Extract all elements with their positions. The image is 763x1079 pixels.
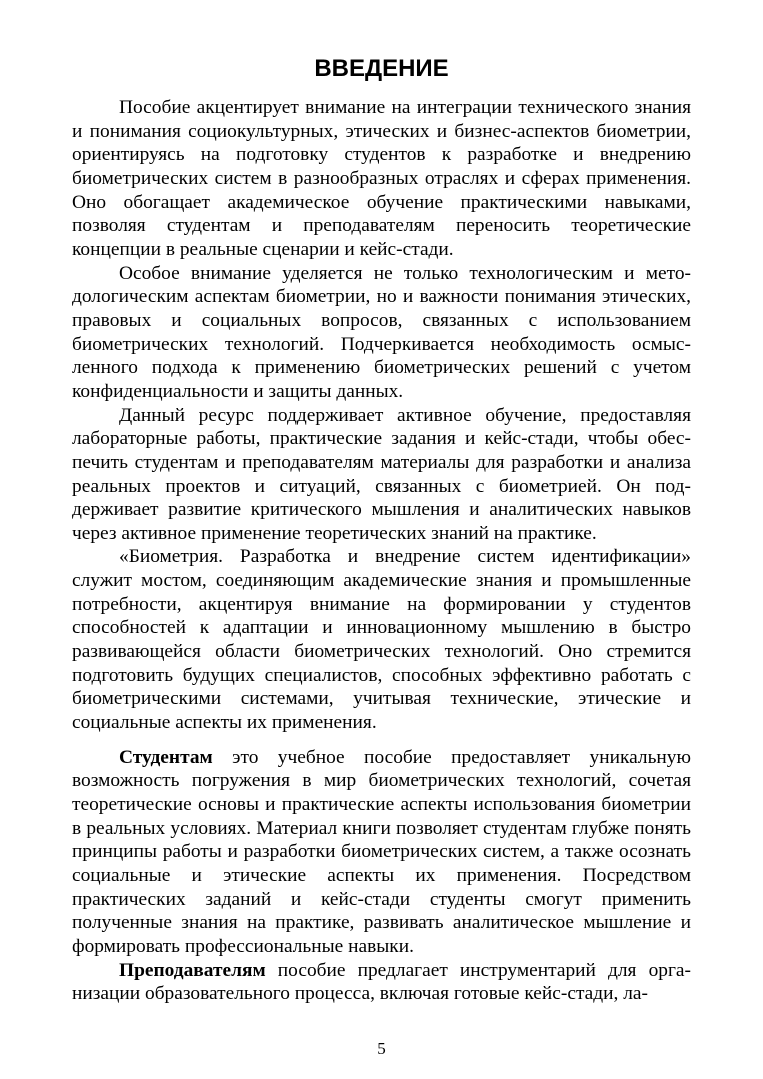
- page-title: ВВЕДЕНИЕ: [314, 55, 449, 82]
- paragraph-attention: Особое внимание уделяется не только технологическим и методологическим аспектам биометрии, но и важности понимания этических, правовых и социальных вопросов, связанных с использованием биометрических технологий. Подчеркивается необходимость осмысленного подхода к применению биометрических решений с учетом конфиденциальности и защиты данных.: [72, 262, 691, 402]
- paragraph-resource: Данный ресурс поддерживает активное обучение, предоставляя лабораторные работы, практические задания и кейс-стади, чтобы обеспечить студентам и преподавателям материалы для разработки и анализа реальных проектов и ситуаций, связанных с биометрией. Он поддерживает развитие критического мышления и аналитических навыков через активное применение теоретических знаний на практике.: [72, 404, 691, 544]
- students-text: это учебное пособие предоставляет уникальную возможность погружения в мир биометрических технологий, сочетая теоретические основы и практические аспекты использования биометрии в реальных условиях. Материал книги позволяет студентам глубже понять принципы работы и разработки биометрических систем, а также осознать социальные и этические аспекты их применения. Посредством практических заданий и кейс-стади студенты смогут применить полученные знания на практике, развивать аналитическое мышление и формировать профессиональные навыки.: [72, 746, 691, 957]
- body-text: [72, 96, 691, 1006]
- paragraph-bridge: «Биометрия. Разработка и внедрение систем идентификации» служит мостом, соединяющим академические знания и промышленные потребности, акцентируя внимание на формировании у студентов способностей к адаптации и инновационному мышлению в быстро развивающейся области биометрических технологий. Оно стремится подготовить будущих специалистов, способных эффективно работать с биометрическими системами, учитывая технические, этические и социальные аспекты их применения.: [72, 546, 691, 734]
- paragraph-teachers: [72, 959, 691, 1006]
- paragraph-intro: Пособие акцентирует внимание на интеграции технического знания и понимания социокультурных, этических и бизнес-аспектов биометрии, ориентируясь на подготовку студентов к разработке и внедрению биометрических систем в разнообразных отраслях и сферах применения. Оно обогащает академическое обучение практическими навыками, позволяя студентам и преподавателям переносить теоретические концепции в реальные сценарии и кейс-стади.: [72, 97, 691, 260]
- teachers-text: пособие предлагает инструментарий для организации образовательного процесса, включая готовые кейс-стади, ла-: [72, 959, 691, 1005]
- paragraph-students: [72, 746, 691, 959]
- book-page: [72, 0, 691, 1079]
- teachers-lead: Преподавателям: [119, 959, 266, 981]
- page-number: 5: [377, 1039, 386, 1058]
- students-lead: Студентам: [119, 746, 213, 768]
